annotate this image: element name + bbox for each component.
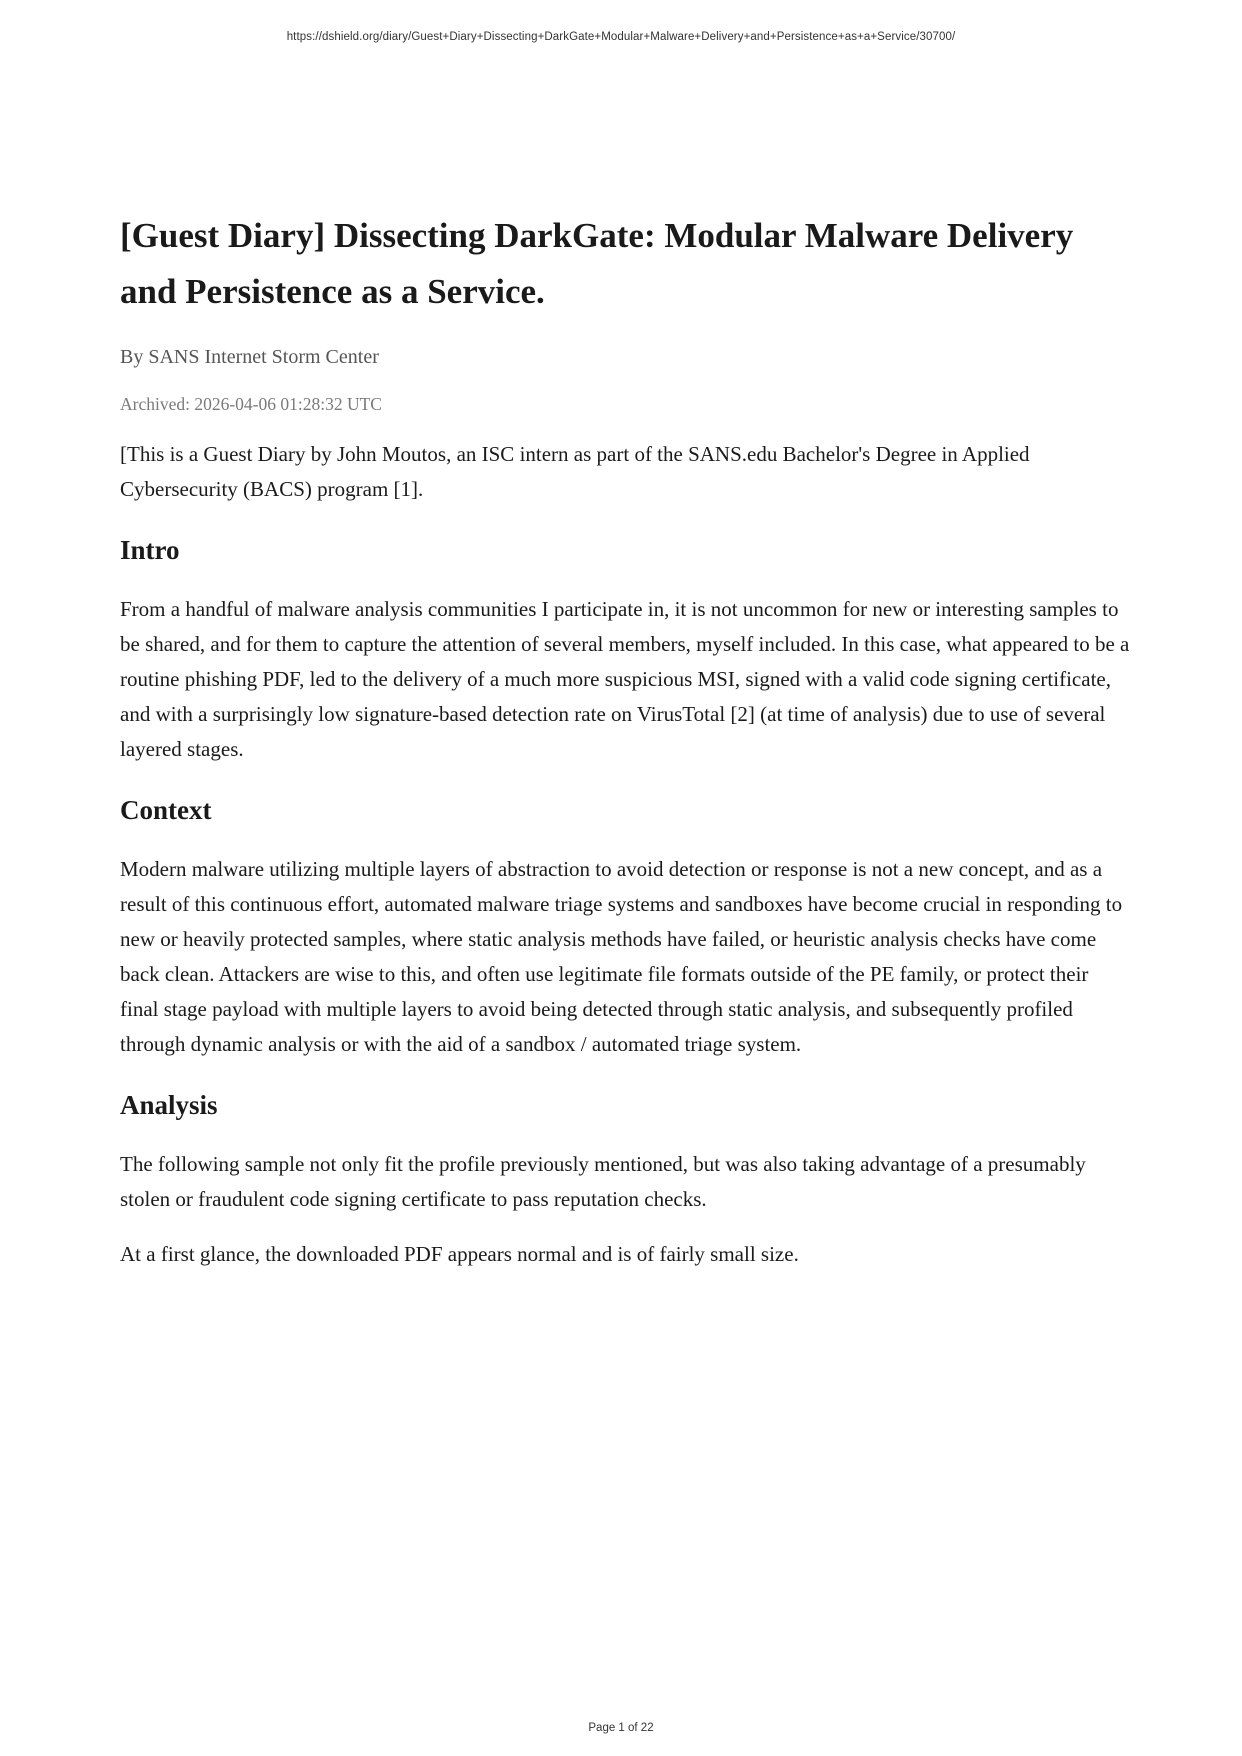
context-paragraph: Modern malware utilizing multiple layers of abstraction to avoid detection or response is not a new concept, and as a result of this continuous effort, automated malware triage systems and sandboxes have become crucial in responding to new or heavily protected samples, where static analysis methods have failed, or heuristic analysis checks have come back clean. Attackers are wise to this, and often use legitimate file formats outside of the PE family, or protect their final stage payload with multiple layers to avoid being detected through static analysis, and subsequently profiled through dynamic analysis or with the aid of a sandbox / automated triage system. [120,857,1123,1056]
analysis-paragraph-2: At a first glance, the downloaded PDF appears normal and is of fairly small size. [120,1242,799,1266]
article-byline: By SANS Internet Storm Center [120,346,379,368]
article-title: [Guest Diary] Dissecting DarkGate: Modular Malware Delivery and Persistence as a Service. [120,216,1074,311]
archived-timestamp: Archived: 2026-04-06 01:28:32 UTC [120,394,382,414]
section-heading-analysis: Analysis [120,1090,218,1120]
page-url: https://dshield.org/diary/Guest+Diary+Dissecting+DarkGate+Modular+Malware+Delivery+and+Persistence+as+a+Service/30700/ [286,31,956,43]
intro-paragraph: From a handful of malware analysis communities I participate in, it is not uncommon for new or interesting samples to be shared, and for them to capture the attention of several members, myself included. In this case, what appeared to be a routine phishing PDF, led to the delivery of a much more suspicious MSI, signed with a valid code signing certificate, and with a surprisingly low signature-based detection rate on VirusTotal [2] (at time of analysis) due to use of several layered stages. [120,597,1130,761]
page-number: Page 1 of 22 [588,1722,654,1734]
section-heading-intro: Intro [120,535,180,565]
guest-diary-note: [This is a Guest Diary by John Moutos, an ISC intern as part of the SANS.edu Bachelor's Degree in Applied Cybersecurity (BACS) program [1]. [120,442,1030,501]
article-body [120,208,1130,1292]
analysis-paragraph-1: The following sample not only fit the profile previously mentioned, but was also taking advantage of a presumably stolen or fraudulent code signing certificate to pass reputation checks. [120,1152,1086,1211]
section-heading-context: Context [120,795,212,825]
